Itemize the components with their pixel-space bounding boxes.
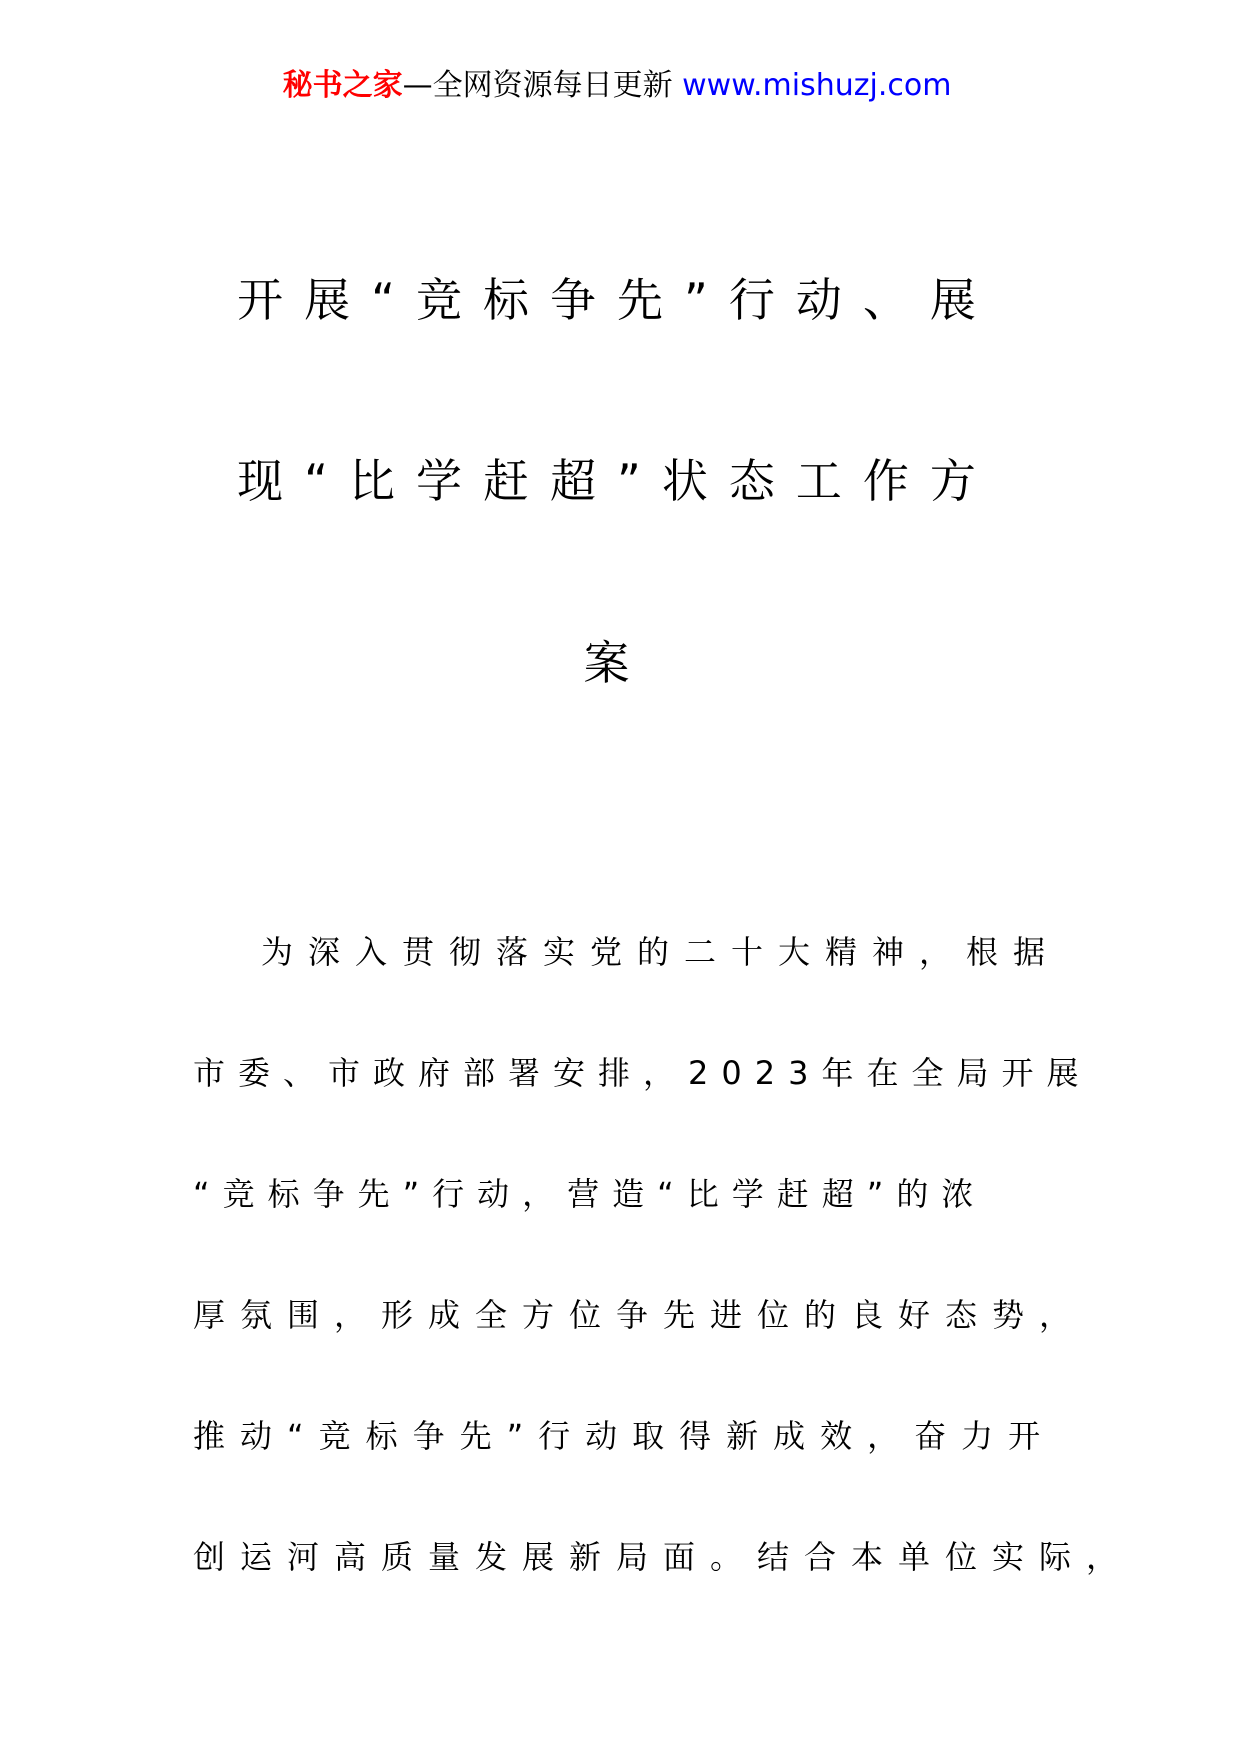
document-title-line-3: 案 <box>583 636 651 690</box>
site-header <box>0 66 1234 106</box>
site-url-link[interactable]: www.mishuzj.com <box>682 68 952 103</box>
body-text-line-4: 厚氛围，形成全方位争先进位的良好态势， <box>193 1296 1087 1334</box>
header-tagline: —全网资源每日更新 <box>402 68 683 103</box>
document-title-line-2: 现“比学赶超”状态工作方 <box>237 454 997 508</box>
brand-name: 秘书之家 <box>282 68 403 103</box>
body-text-line-6: 创运河高质量发展新局面。结合本单位实际， <box>193 1538 1134 1576</box>
body-text-line-2: 市委、市政府部署安排，2023年在全局开展 <box>193 1054 1092 1092</box>
body-text-line-1: 为深入贯彻落实党的二十大精神，根据 <box>261 933 1061 971</box>
document-title-line-1: 开展“竞标争先”行动、展 <box>237 273 997 327</box>
body-text-line-5: 推动“竞标争先”行动取得新成效，奋力开 <box>193 1417 1056 1455</box>
body-text-line-3: “竞标争先”行动，营造“比学赶超”的浓 <box>193 1175 987 1213</box>
